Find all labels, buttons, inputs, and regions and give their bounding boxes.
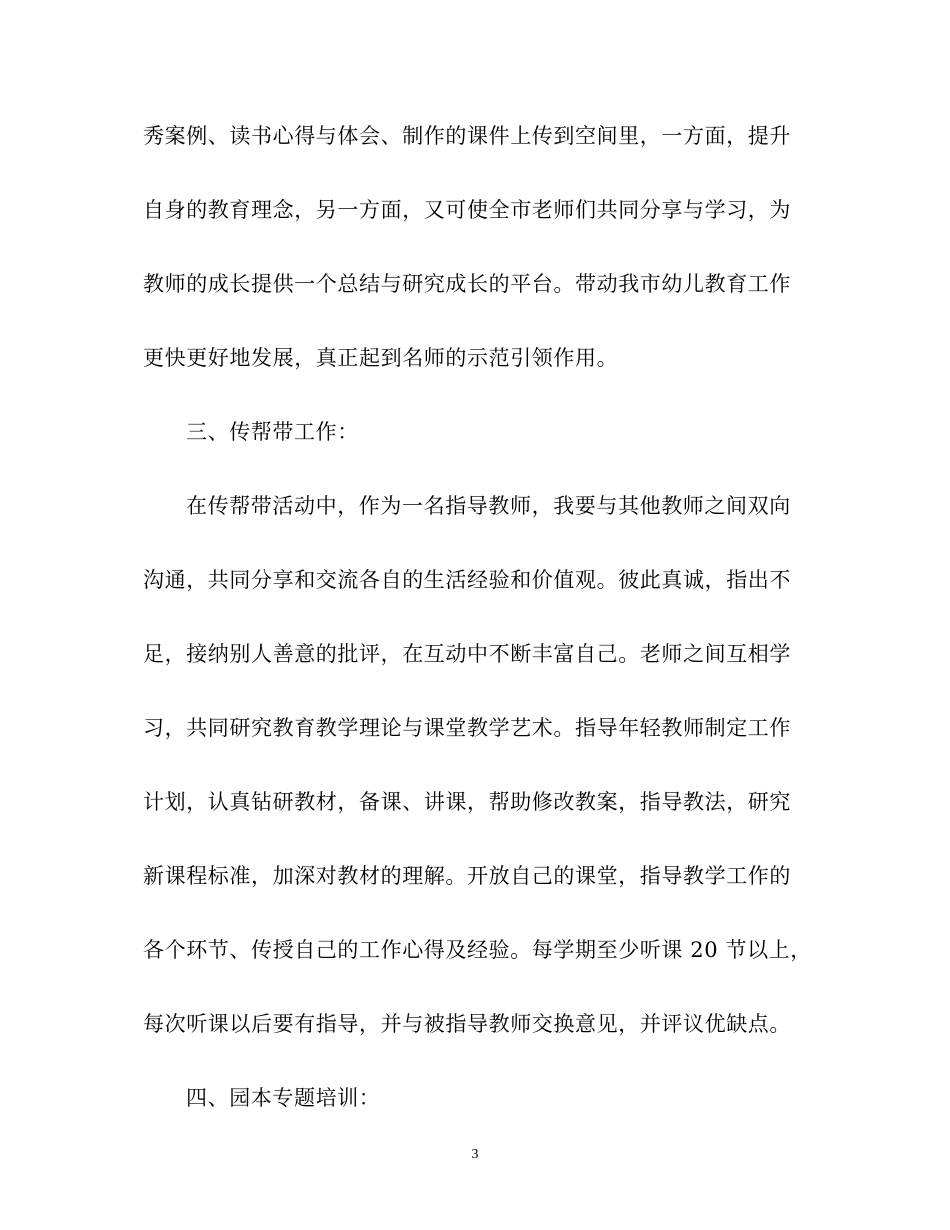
section-heading: 四、园本专题培训： bbox=[186, 1086, 381, 1110]
text-line: 沟通，共同分享和交流各自的生活经验和价值观。彼此真诚，指出不 bbox=[143, 568, 791, 592]
page-number: 3 bbox=[471, 1147, 479, 1162]
section-heading: 三、传帮带工作： bbox=[186, 420, 359, 444]
text-line: 教师的成长提供一个总结与研究成长的平台。带动我市幼儿教育工作 bbox=[143, 272, 791, 296]
text-line: 自身的教育理念，另一方面，又可使全市老师们共同分享与学习，为 bbox=[143, 198, 791, 222]
text-line: 每次听课以后要有指导，并与被指导教师交换意见，并评议优缺点。 bbox=[143, 1012, 791, 1036]
text-line: 秀案例、读书心得与体会、制作的课件上传到空间里，一方面，提升 bbox=[143, 124, 791, 148]
text-line: 在传帮带活动中，作为一名指导教师，我要与其他教师之间双向 bbox=[186, 494, 791, 518]
text-line: 习，共同研究教育教学理论与课堂教学艺术。指导年轻教师制定工作 bbox=[143, 716, 791, 740]
text-line: 新课程标准，加深对教材的理解。开放自己的课堂，指导教学工作的 bbox=[143, 864, 791, 888]
text-line: 足，接纳别人善意的批评，在互动中不断丰富自己。老师之间互相学 bbox=[143, 642, 791, 666]
text-line: 更快更好地发展，真正起到名师的示范引领作用。 bbox=[143, 346, 619, 370]
text-line: 计划，认真钻研教材，备课、讲课，帮助修改教案，指导教法，研究 bbox=[143, 790, 791, 814]
text-line: 各个环节、传授自己的工作心得及经验。每学期至少听课 20 节以上， bbox=[143, 938, 812, 962]
